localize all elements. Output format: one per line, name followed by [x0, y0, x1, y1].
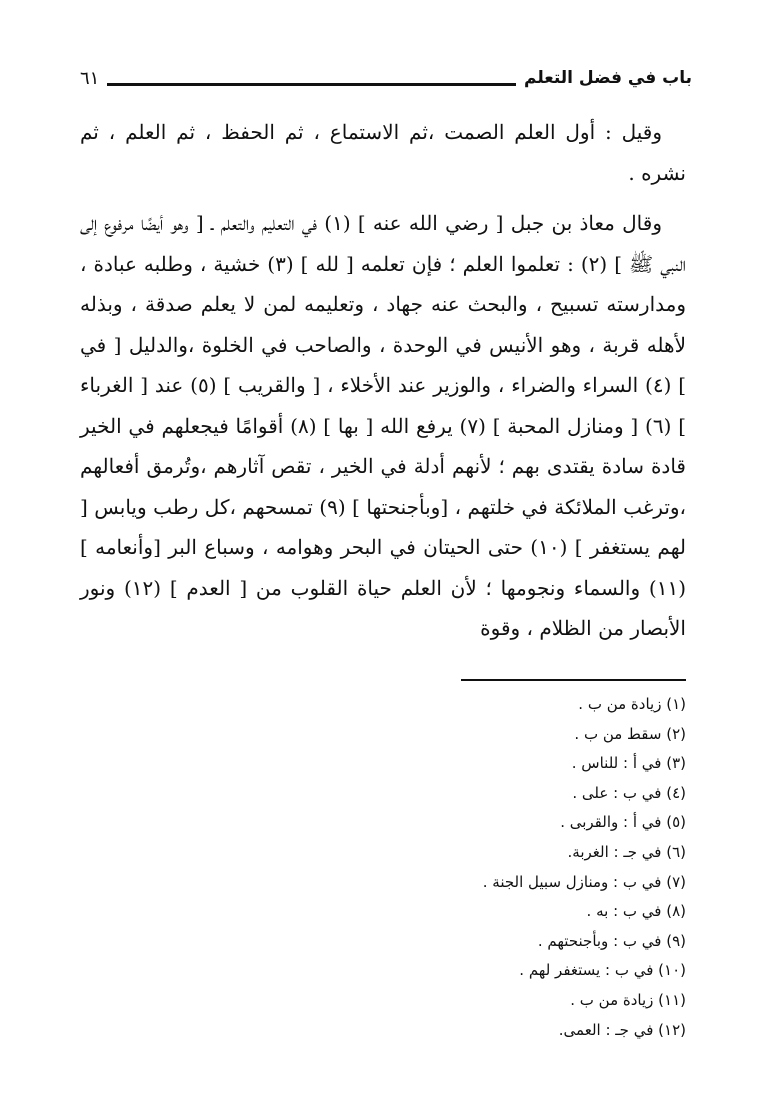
page-number: ٦١ [80, 67, 100, 89]
footnotes-list [300, 690, 686, 1045]
footnote: (١١) زيادة من ب . [570, 990, 686, 1009]
footnote: (١٢) في جـ : العمى. [558, 1020, 686, 1039]
footnote: (٩) في ب : وبأجنحتهم . [537, 931, 686, 950]
chapter-title: باب في فضل التعلم [523, 68, 692, 88]
main-text [80, 112, 686, 649]
footnote: (٣) في أ : للناس . [571, 754, 686, 773]
header-rule [107, 83, 516, 86]
footnote: (٦) في جـ : الغربة. [567, 842, 686, 861]
footnote: (٧) في ب : ومنازل سبيل الجنة . [482, 872, 686, 891]
paragraph: وقال معاذ بن جبل [ رضي الله عنه ] (١) في التعليم والتعلم ـ [ وهو أيضًا مرفوع إلى النبي ﷺ ] (٢) : تعلموا العلم ؛ فإن تعلمه [ لله ] (٣) خشية ، وطلبه عبادة ، ومدارسته تسبيح ، والبحث عنه جهاد ، وتعليمه لمن لا يعلم صدقة ، وبذله لأهله قربة ، وهو الأنيس في الوحدة ، والصاحب في الخلوة ،والدليل [ في ] (٤) السراء والضراء ، والوزير عند الأخلاء ، [ والقريب ] (٥) عند [ الغرباء ] (٦) [ ومنازل المحبة ] (٧) يرفع الله [ بها ] (٨) أقوامًا فيجعلهم في الخير قادة سادة يقتدى بهم ؛ لأنهم أدلة في الخير ، تقص آثارهم ،وتُرمق أفعالهم ،وترغب الملائكة في خلتهم ، [وبأجنحتها ] (٩) تمسحهم ،كل رطب ويابس [ لهم يستغفر ] (١٠) حتى الحيتان في البحر وهوامه ، وسباع البر [وأنعامه ] (١١) والسماء ونجومها ؛ لأن العلم حياة القلوب من [ العدم ] (١٢) ونور الأبصار من الظلام ، وقوة [80, 211, 687, 640]
paragraph: وقيل : أول العلم الصمت ،ثم الاستماع ، ثم الحفظ ، ثم العلم ، ثم نشره . [80, 120, 686, 185]
footnote: (٥) في أ : والقربى . [560, 813, 686, 832]
footnote: (١) زيادة من ب . [578, 695, 686, 713]
footnote: (١٠) في ب : يستغفر لهم . [519, 961, 686, 980]
running-header [74, 60, 692, 96]
footnote-separator [461, 679, 686, 681]
footnote: (٨) في ب : به . [586, 902, 686, 921]
footnote: (٢) سقط من ب . [574, 724, 686, 743]
footnote: (٤) في ب : على . [572, 783, 686, 802]
